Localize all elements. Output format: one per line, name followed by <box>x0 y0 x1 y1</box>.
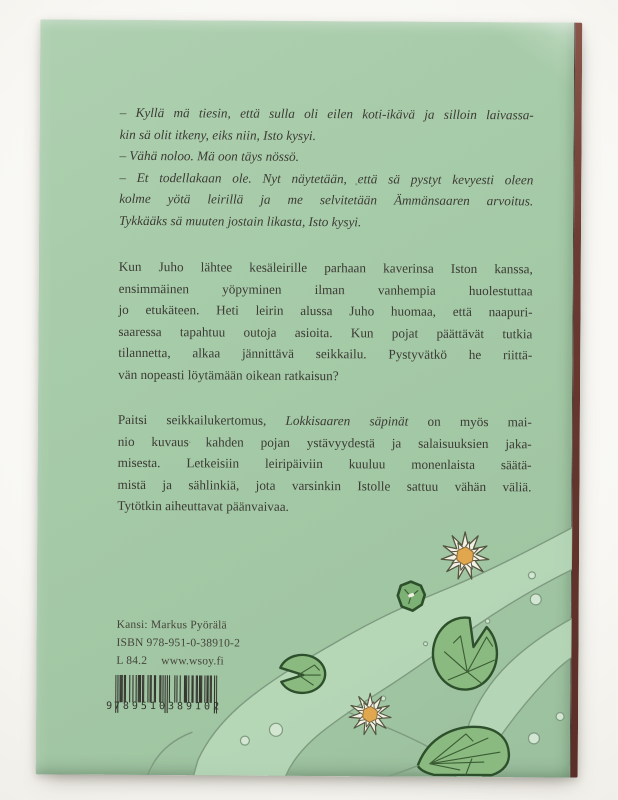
barcode-bar <box>191 675 192 702</box>
library-classification: L 84.2 <box>116 654 148 668</box>
synopsis-line: saaressa tapahtuu outoja asioita. Kun pojat päättävät tutkia <box>118 323 533 341</box>
barcode-bar <box>122 675 123 702</box>
dialogue-line: – Kyllä mä tiesin, että sulla oli eilen koti-ikävä ja silloin laivassa- <box>119 104 534 123</box>
wave-line <box>148 732 192 775</box>
dialogue-line: – Et todellakaan ole. Nyt näytetään, että sä pystyt kevyesti oleen <box>119 169 534 187</box>
barcode-bar <box>176 675 177 702</box>
barcode-bar <box>186 675 187 702</box>
bubble <box>485 619 489 623</box>
barcode-bar <box>159 675 160 702</box>
barcode-prefix-digit: 9 <box>106 700 113 712</box>
synopsis-paragraph <box>118 256 533 388</box>
wave-band <box>194 525 573 777</box>
synopsis-line: vän nopeasti löytämään oikean ratkaisun? <box>118 366 339 383</box>
barcode-bar <box>160 675 161 702</box>
barcode-bar <box>147 675 148 702</box>
bubble <box>269 723 282 736</box>
review-line: misesta. Letkeisiin leiripäiviin kuuluu monenlaista säätä- <box>117 454 532 473</box>
dialogue-excerpt <box>119 102 534 234</box>
barcode-bar <box>211 675 212 702</box>
ean-barcode <box>106 675 223 716</box>
barcode-bar <box>162 675 163 702</box>
review-line <box>118 409 532 433</box>
book-title: Lokkisaaren säpinät <box>285 412 409 429</box>
barcode-bar <box>121 675 122 702</box>
synopsis-line: tilannetta, alkaa jännittävä seikkailu. Pystyvätkö he riittä- <box>118 344 533 363</box>
review-line: mistä ja sählinkiä, jota varsinkin Istolle sattuu vähän väliä. <box>117 476 532 494</box>
barcode-bar <box>142 675 143 702</box>
synopsis-line: ensimmäinen yöpyminen ilman vanhempia huolestuttaa <box>118 280 533 298</box>
barcode-bar <box>204 675 205 702</box>
barcode-bar <box>201 675 202 702</box>
dialogue-line: Tykkääks sä muuten jostain likasta, Isto kysyi. <box>119 212 362 229</box>
barcode-bar <box>169 675 170 702</box>
synopsis-line: jo etukäteen. Heti leirin alussa Juho huomaa, että naapuri- <box>118 301 533 320</box>
barcode-digits <box>106 701 222 713</box>
lily-pad-large <box>433 617 497 689</box>
barcode-bar <box>119 675 120 702</box>
barcode-group-left: 789510 <box>113 700 169 713</box>
bubble <box>556 713 564 721</box>
bubble <box>528 733 539 744</box>
barcode-group-right: 389102 <box>167 701 223 713</box>
classification-line <box>116 652 240 671</box>
barcode-bar <box>124 675 125 702</box>
credits-block <box>116 616 240 671</box>
cover-credit: Kansi: Markus Pyörälä <box>116 618 227 632</box>
lily-pad-small <box>398 582 425 611</box>
barcode-bar <box>185 675 186 702</box>
cover-surface <box>36 19 575 777</box>
bubble <box>530 594 541 605</box>
barcode-bar <box>199 675 200 702</box>
dialogue-line: kolme yötä leirillä ja me selvitetään Ämmänsaaren arvoitus. <box>119 190 534 209</box>
barcode-bar <box>155 675 156 702</box>
barcode-bar <box>180 675 181 702</box>
book-back-cover <box>36 19 583 777</box>
barcode-bar <box>200 675 201 702</box>
barcode-bar <box>196 675 197 702</box>
barcode-bar <box>207 675 208 702</box>
barcode-bar <box>174 675 175 702</box>
bubble <box>240 736 249 745</box>
barcode-bar <box>154 675 155 702</box>
barcode-bar <box>139 675 140 702</box>
review-line: Tytötkin aiheuttavat päänvaivaa. <box>117 497 289 514</box>
barcode-bar <box>136 675 137 702</box>
review-line: nio kuvaus kahden pojan ystävyydestä ja salaisuuksien jaka- <box>117 433 532 451</box>
bubble <box>528 572 535 579</box>
barcode-bar <box>129 675 130 702</box>
barcode-bar <box>132 675 133 702</box>
dialogue-line: kin sä olit itkeny, eiks niin, Isto kysyi. <box>119 126 316 143</box>
description-paragraph <box>117 409 532 519</box>
synopsis-line: Kun Juho lähtee kesäleirille parhaan kaverinsa Iston kanssa, <box>118 258 533 277</box>
barcode-bar <box>184 675 185 702</box>
barcode-bar <box>197 675 198 702</box>
water-lily-flower <box>441 532 489 579</box>
barcode-bar <box>210 675 211 702</box>
isbn-number: ISBN 978-951-0-38910-2 <box>116 636 241 650</box>
lily-pad-bottom <box>388 726 509 777</box>
bubble <box>423 642 427 646</box>
barcode-bar <box>188 675 189 702</box>
barcode-bar <box>143 675 144 702</box>
review-text: Paitsi seikkailukertomus, <box>117 411 286 428</box>
barcode-bar <box>192 675 193 702</box>
barcode-bar <box>138 675 139 702</box>
barcode-bar <box>151 675 152 702</box>
barcode-bar <box>206 675 207 702</box>
barcode-bar <box>125 675 126 702</box>
publisher-website: www.wsoy.fi <box>161 655 224 668</box>
barcode-bar <box>140 675 141 702</box>
barcode-bar <box>149 675 150 702</box>
dialogue-line: – Vähä noloo. Mä oon täys nössö. <box>119 147 300 164</box>
review-text: on myös mai- <box>408 413 532 430</box>
